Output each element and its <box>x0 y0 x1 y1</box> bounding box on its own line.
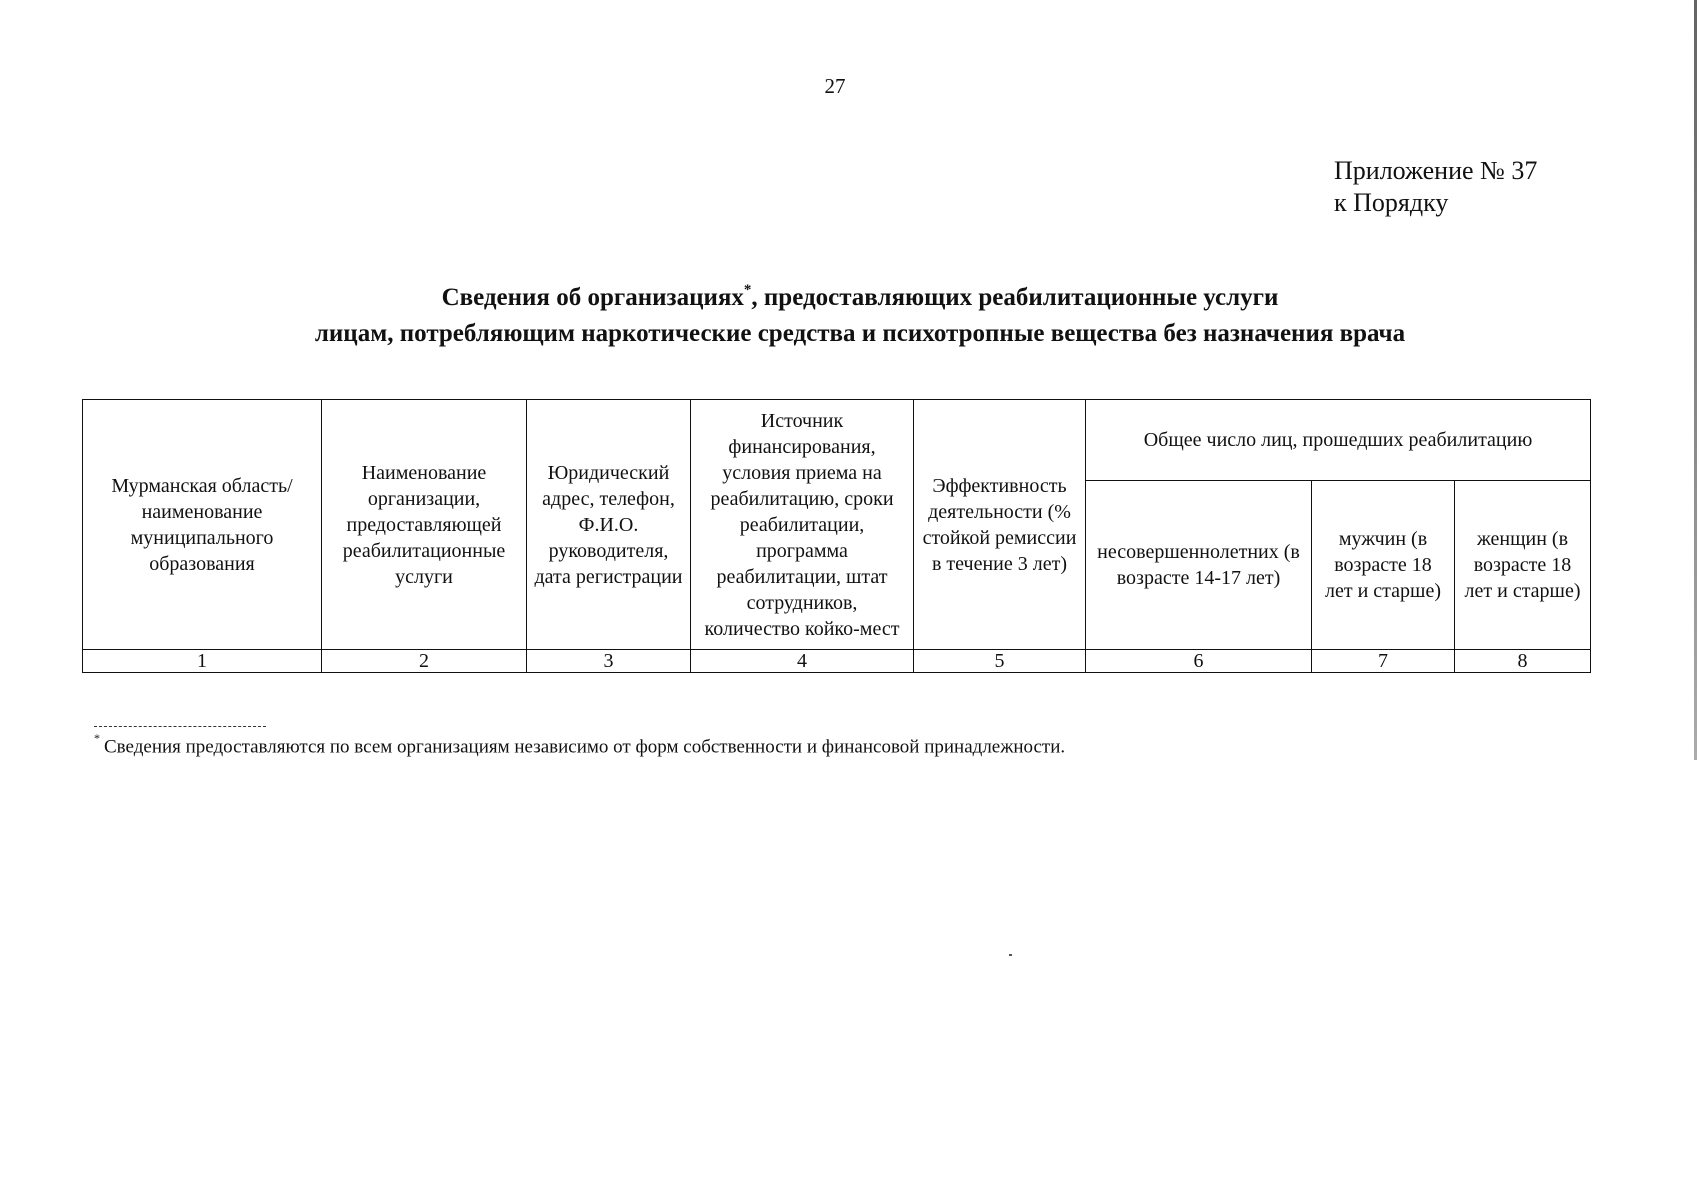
scan-speck <box>1009 954 1012 956</box>
document-title <box>60 280 1660 352</box>
scan-edge-mark <box>1694 0 1697 760</box>
column-number: 6 <box>1086 650 1312 673</box>
column-number: 7 <box>1312 650 1455 673</box>
page-number: 27 <box>824 74 846 98</box>
appendix-line-2: к Порядку <box>1334 188 1449 217</box>
column-header-organization-name: Наименование организации, предоставляющей реабилитационные услуги <box>322 400 527 650</box>
appendix-reference <box>1334 155 1537 219</box>
column-header-minors: несовершеннолетних (в возрасте 14-17 лет) <box>1086 481 1312 650</box>
title-line-1-start: Сведения об организациях <box>441 284 744 311</box>
footnote-mark: * <box>94 731 100 745</box>
title-line-1-end: , предоставляющих реабилитационные услуги <box>751 284 1279 311</box>
footnote-text: Сведения предоставляются по всем организациям независимо от форм собственности и финансовой принадлежности. <box>104 736 1066 758</box>
column-header-women: женщин (в возрасте 18 лет и старше) <box>1455 481 1591 650</box>
column-number: 1 <box>83 650 322 673</box>
footnote <box>94 731 1066 758</box>
column-header-municipality: Мурманская область/наименование муниципального образования <box>83 400 322 650</box>
organizations-table <box>82 399 1591 673</box>
column-number: 4 <box>691 650 914 673</box>
footnote-separator <box>94 726 266 727</box>
column-group-header-rehabilitated: Общее число лиц, прошедших реабилитацию <box>1086 400 1591 481</box>
column-number: 2 <box>322 650 527 673</box>
column-header-funding-source: Источник финансирования, условия приема на реабилитацию, сроки реабилитации, программа реабилитации, штат сотрудников, количество койко-мест <box>691 400 914 650</box>
table-header-row <box>83 400 1591 481</box>
column-number: 3 <box>527 650 691 673</box>
column-header-efficiency: Эффективность деятельности (% стойкой ремиссии в течение 3 лет) <box>914 400 1086 650</box>
column-header-legal-address: Юридический адрес, телефон, Ф.И.О. руководителя, дата регистрации <box>527 400 691 650</box>
column-number: 5 <box>914 650 1086 673</box>
title-footnote-mark: * <box>743 281 752 298</box>
title-line-2: лицам, потребляющим наркотические средства и психотропные вещества без назначения врача <box>314 320 1406 347</box>
appendix-line-1: Приложение № 37 <box>1334 156 1538 185</box>
column-number-row <box>83 650 1591 673</box>
title-line-1 <box>60 280 1660 316</box>
column-header-men: мужчин (в возрасте 18 лет и старше) <box>1312 481 1455 650</box>
column-number: 8 <box>1455 650 1591 673</box>
